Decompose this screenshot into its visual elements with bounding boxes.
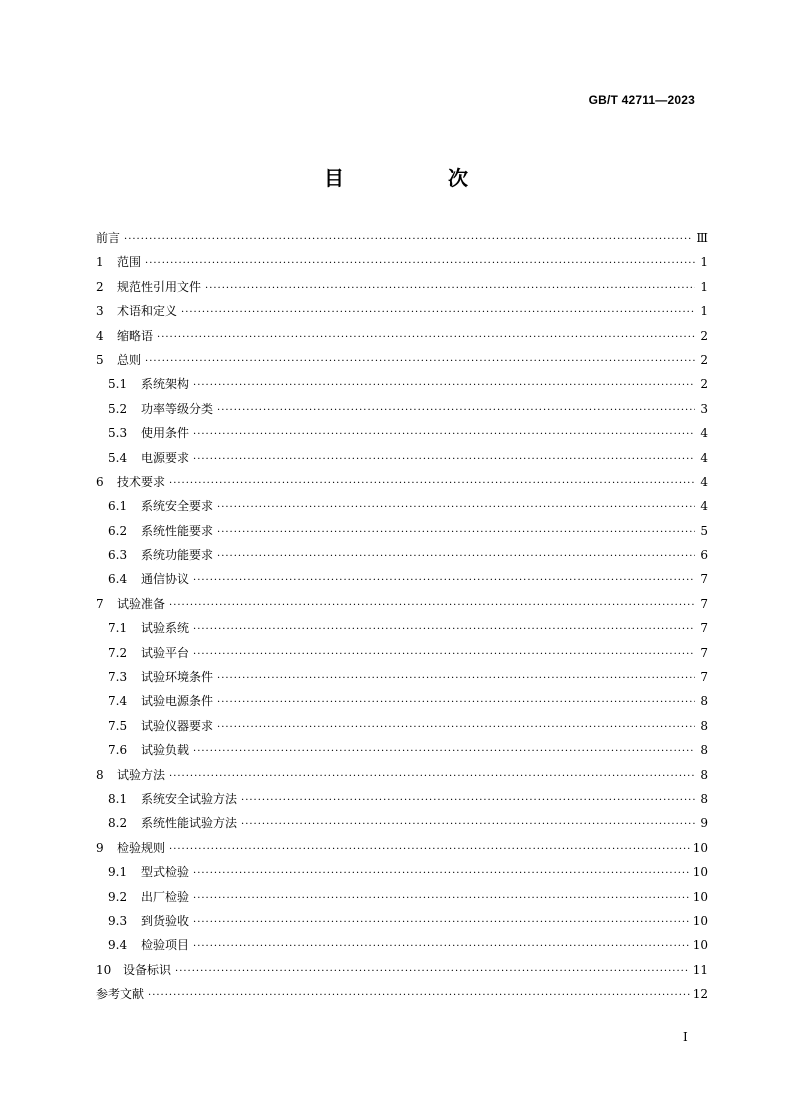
toc-dot-leader — [205, 277, 695, 301]
toc-dot-leader — [145, 252, 695, 276]
toc-entry-number: 7.3 — [108, 670, 128, 685]
toc-entry-page: 10 — [692, 865, 708, 880]
toc-entry-number: 7.1 — [108, 621, 128, 636]
toc-entry[interactable] — [96, 982, 708, 1006]
toc-entry-label: 出厂检验 — [141, 889, 190, 904]
toc-entry-label: 试验环境条件 — [141, 670, 214, 685]
toc-dot-leader — [193, 740, 695, 764]
toc-entry-label: 型式检验 — [141, 865, 190, 880]
toc-entry-label: 缩略语 — [117, 328, 154, 343]
toc-entry[interactable] — [96, 958, 708, 982]
toc-entry-page: 2 — [700, 377, 708, 392]
toc-entry-number: 7.4 — [108, 694, 128, 709]
page-number: Ⅰ — [683, 1030, 688, 1044]
toc-entry-page: 10 — [692, 840, 708, 855]
toc-dot-leader — [175, 960, 690, 984]
toc-entry-label: 功率等级分类 — [141, 401, 214, 416]
toc-dot-leader — [181, 301, 695, 325]
toc-dot-leader — [193, 643, 695, 667]
toc-entry-label: 术语和定义 — [117, 304, 178, 319]
toc-entry-label: 通信协议 — [141, 572, 190, 587]
toc-entry[interactable] — [96, 592, 708, 616]
toc-entry-page: 7 — [700, 596, 708, 611]
toc-dot-leader — [217, 545, 695, 569]
toc-entry-page: 4 — [700, 450, 708, 465]
toc-entry-page: 8 — [700, 743, 708, 758]
toc-entry[interactable] — [96, 811, 708, 835]
toc-entry-number: 8.2 — [108, 816, 128, 831]
toc-entry-label: 系统性能试验方法 — [141, 816, 238, 831]
toc-entry-label: 参考文献 — [96, 987, 145, 1002]
toc-dot-leader — [193, 569, 695, 593]
toc-entry-number: 5.4 — [108, 450, 128, 465]
toc-entry-number: 4 — [96, 328, 104, 343]
toc-entry-label: 总则 — [117, 352, 142, 367]
toc-entry-label: 检验项目 — [141, 938, 190, 953]
toc-entry-page: 8 — [700, 694, 708, 709]
toc-entry-number: 2 — [96, 279, 104, 294]
toc-entry[interactable] — [96, 933, 708, 957]
toc-entry[interactable] — [96, 397, 708, 421]
toc-dot-leader — [193, 423, 695, 447]
toc-entry-number: 8 — [96, 767, 104, 782]
toc-entry-label: 系统架构 — [141, 377, 190, 392]
toc-entry-page: 4 — [700, 426, 708, 441]
toc-entry-page: 4 — [700, 499, 708, 514]
toc-entry-number: 5.1 — [108, 377, 128, 392]
toc-entry[interactable] — [96, 226, 708, 250]
toc-entry[interactable] — [96, 616, 708, 640]
toc-dot-leader — [217, 521, 695, 545]
toc-entry-label: 系统安全试验方法 — [141, 791, 238, 806]
toc-entry[interactable] — [96, 885, 708, 909]
toc-entry-label: 设备标识 — [123, 962, 172, 977]
toc-entry[interactable] — [96, 348, 708, 372]
toc-entry-label: 试验仪器要求 — [141, 718, 214, 733]
toc-dot-leader — [124, 228, 693, 252]
toc-dot-leader — [217, 399, 695, 423]
toc-entry-number: 1 — [96, 255, 104, 270]
toc-entry-page: 6 — [700, 548, 708, 563]
toc-entry-page: 8 — [700, 718, 708, 733]
toc-entry-label: 检验规则 — [117, 840, 166, 855]
toc-entry-number: 9.1 — [108, 865, 128, 880]
toc-dot-leader — [217, 716, 695, 740]
toc-entry[interactable] — [96, 665, 708, 689]
toc-entry[interactable] — [96, 543, 708, 567]
toc-entry-number: 7 — [96, 596, 104, 611]
toc-dot-leader — [193, 374, 695, 398]
toc-entry-number: 7.5 — [108, 718, 128, 733]
toc-entry[interactable] — [96, 372, 708, 396]
toc-entry-number: 6.2 — [108, 523, 128, 538]
toc-entry-page: 7 — [700, 621, 708, 636]
toc-dot-leader — [193, 935, 690, 959]
toc-entry-label: 试验负载 — [141, 743, 190, 758]
toc-entry-label: 试验系统 — [141, 621, 190, 636]
toc-entry-label: 电源要求 — [141, 450, 190, 465]
toc-entry-page: 1 — [700, 304, 708, 319]
toc-entry-page: 9 — [700, 816, 708, 831]
toc-dot-leader — [193, 448, 695, 472]
toc-entry-label: 规范性引用文件 — [117, 279, 202, 294]
page-title: 目 次 — [324, 166, 510, 190]
toc-dot-leader — [169, 472, 695, 496]
toc-entry-number: 3 — [96, 304, 104, 319]
standard-number: GB/T 42711—2023 — [588, 93, 695, 107]
toc-entry-page: 8 — [700, 767, 708, 782]
toc-entry[interactable] — [96, 689, 708, 713]
toc-dot-leader — [148, 984, 690, 1008]
toc-entry-page: 10 — [692, 938, 708, 953]
toc-dot-leader — [217, 691, 695, 715]
toc-entry-number: 6.4 — [108, 572, 128, 587]
toc-entry-page: 12 — [692, 987, 708, 1002]
toc-dot-leader — [193, 618, 695, 642]
toc-entry-label: 试验方法 — [117, 767, 166, 782]
toc-entry[interactable] — [96, 299, 708, 323]
toc-entry-label: 试验准备 — [117, 596, 166, 611]
toc-entry-label: 使用条件 — [141, 426, 190, 441]
toc-entry-page: 7 — [700, 572, 708, 587]
toc-entry[interactable] — [96, 275, 708, 299]
toc-entry[interactable] — [96, 787, 708, 811]
toc-entry[interactable] — [96, 494, 708, 518]
toc-entry[interactable] — [96, 763, 708, 787]
toc-dot-leader — [217, 667, 695, 691]
toc-entry-page: 2 — [700, 328, 708, 343]
toc-entry-label: 试验平台 — [141, 645, 190, 660]
toc-entry-number: 9.4 — [108, 938, 128, 953]
toc-entry-page: 5 — [700, 523, 708, 538]
toc-entry[interactable] — [96, 421, 708, 445]
toc-entry-number: 6 — [96, 474, 104, 489]
toc-entry-number: 7.2 — [108, 645, 128, 660]
toc-entry-page: 3 — [700, 401, 708, 416]
toc-dot-leader — [217, 496, 695, 520]
toc-entry-label: 系统功能要求 — [141, 548, 214, 563]
toc-entry[interactable] — [96, 446, 708, 470]
toc-entry-number: 6.1 — [108, 499, 128, 514]
toc-entry-label: 技术要求 — [117, 474, 166, 489]
toc-entry[interactable] — [96, 641, 708, 665]
toc-entry-page: 7 — [700, 645, 708, 660]
toc-entry-number: 10 — [96, 962, 112, 977]
toc-dot-leader — [193, 887, 690, 911]
toc-entry[interactable] — [96, 860, 708, 884]
toc-entry-label: 系统安全要求 — [141, 499, 214, 514]
toc-entry[interactable] — [96, 470, 708, 494]
toc-entry[interactable] — [96, 909, 708, 933]
toc-entry-page: 7 — [700, 670, 708, 685]
toc-entry-number: 9.2 — [108, 889, 128, 904]
toc-entry-label: 范围 — [117, 255, 142, 270]
toc-dot-leader — [193, 862, 690, 886]
toc-entry-label: 试验电源条件 — [141, 694, 214, 709]
toc-dot-leader — [241, 813, 695, 837]
toc-entry-page: 10 — [692, 913, 708, 928]
toc-entry-number: 7.6 — [108, 743, 128, 758]
toc-entry-number: 6.3 — [108, 548, 128, 563]
toc-entry-label: 系统性能要求 — [141, 523, 214, 538]
toc-entry[interactable] — [96, 714, 708, 738]
toc-dot-leader — [193, 911, 690, 935]
toc-dot-leader — [169, 594, 695, 618]
toc-entry-number: 5 — [96, 352, 104, 367]
table-of-contents — [96, 226, 708, 1007]
toc-entry-page: Ⅲ — [696, 231, 708, 245]
toc-entry[interactable] — [96, 250, 708, 274]
toc-entry[interactable] — [96, 324, 708, 348]
toc-entry-number: 9.3 — [108, 913, 128, 928]
toc-dot-leader — [169, 838, 690, 862]
toc-dot-leader — [145, 350, 695, 374]
toc-entry-page: 1 — [700, 279, 708, 294]
toc-entry-number: 9 — [96, 840, 104, 855]
toc-entry-page: 1 — [700, 255, 708, 270]
toc-entry-page: 10 — [692, 889, 708, 904]
toc-entry-page: 2 — [700, 352, 708, 367]
toc-entry-label: 到货验收 — [141, 913, 190, 928]
toc-entry-page: 11 — [692, 962, 708, 977]
toc-entry-number: 8.1 — [108, 791, 128, 806]
toc-entry[interactable] — [96, 519, 708, 543]
toc-entry-number: 5.3 — [108, 426, 128, 441]
toc-entry-number: 5.2 — [108, 401, 128, 416]
toc-dot-leader — [157, 326, 695, 350]
toc-dot-leader — [169, 765, 695, 789]
toc-entry-page: 4 — [700, 474, 708, 489]
toc-entry-label: 前言 — [96, 231, 121, 245]
toc-entry-page: 8 — [700, 791, 708, 806]
toc-entry[interactable] — [96, 836, 708, 860]
toc-dot-leader — [241, 789, 695, 813]
toc-entry[interactable] — [96, 738, 708, 762]
toc-entry[interactable] — [96, 567, 708, 591]
